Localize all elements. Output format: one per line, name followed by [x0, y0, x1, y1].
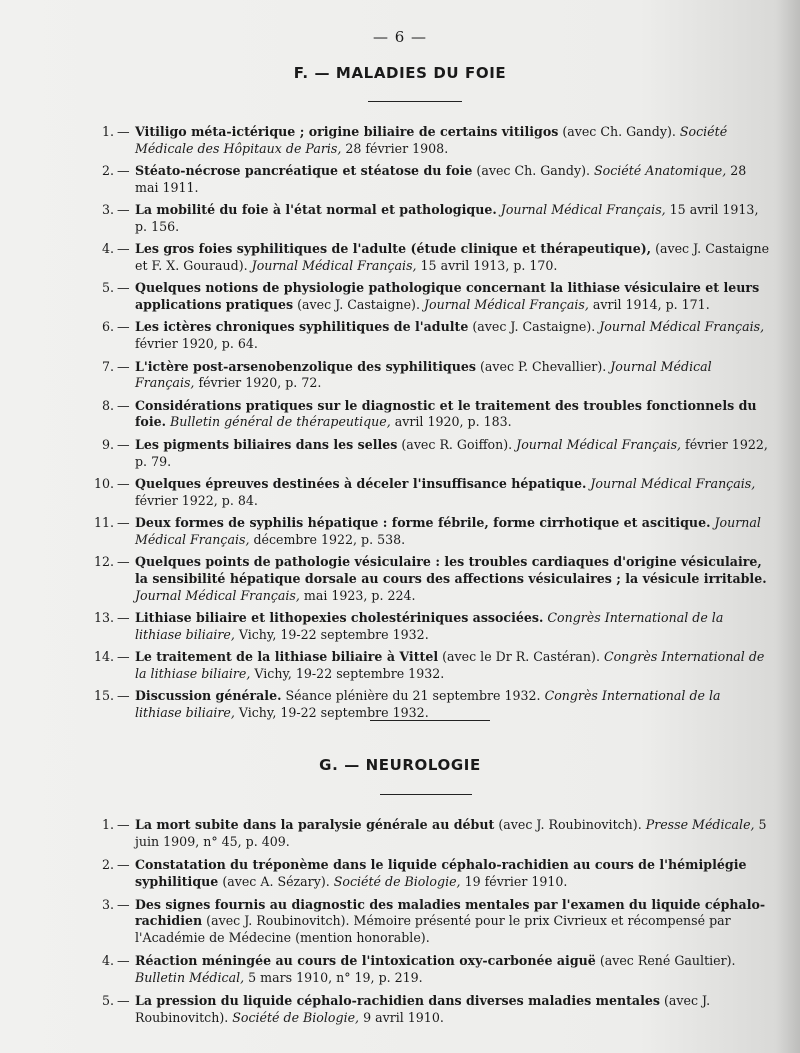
publication-entry	[80, 610, 770, 644]
entry-dash: —	[117, 649, 130, 665]
entry-number: 5.	[101, 992, 114, 1008]
entry-journal: Journal Médical Français,	[423, 297, 589, 313]
entry-dash: —	[117, 358, 130, 374]
entry-coauthors: (avec A. Sézary).	[218, 873, 334, 889]
entry-dash: —	[117, 896, 130, 912]
entry-coauthors: (avec J. Castaigne et F. X. Gouraud).	[135, 241, 770, 274]
section-divider	[370, 720, 490, 721]
entry-journal: Journal Médical Français,	[135, 587, 300, 603]
entry-date: 5 mars 1910, n° 19, p. 219.	[244, 969, 423, 985]
entry-dash: —	[117, 436, 130, 452]
entry-dash: —	[117, 609, 130, 625]
entry-title: Vitiligo méta-ictérique ; origine biliaire de certains vitiligos	[135, 124, 559, 139]
entry-journal: Journal Médical Français,	[135, 358, 712, 391]
entry-coauthors: (avec R. Goiffon).	[397, 436, 517, 452]
entry-title: Discussion générale.	[135, 688, 282, 704]
entry-title: Constatation du tréponème dans le liquide céphalo-rachidien au cours de l'hémiplégie syphilitique	[135, 856, 747, 889]
publication-entry	[80, 124, 770, 158]
entry-date: Vichy, 19-22 septembre 1932.	[250, 665, 445, 681]
entry-number: 2.	[101, 856, 114, 872]
entry-journal: Congrès International de la lithiase biliaire,	[135, 609, 724, 642]
entry-journal: Bulletin Médical,	[135, 969, 245, 985]
publication-entry	[80, 163, 770, 197]
entry-title: Les gros foies syphilitiques de l'adulte (étude clinique et thérapeutique),	[135, 241, 652, 257]
entry-coauthors: (avec René Gaultier).	[595, 953, 736, 969]
entry-dash: —	[117, 992, 130, 1008]
entry-dash: —	[117, 856, 130, 872]
entry-coauthors: (avec P. Chevallier).	[475, 358, 611, 374]
entry-number: 1.	[101, 817, 114, 832]
entry-number: 9.	[101, 436, 114, 452]
entry-dash: —	[117, 163, 130, 179]
entry-date: décembre 1922, p. 538.	[249, 531, 406, 547]
entry-title: Deux formes de syphilis hépatique : forme fébrile, forme cirrhotique et ascitique.	[135, 514, 711, 530]
entry-title: Les ictères chroniques syphilitiques de l'adulte	[135, 319, 469, 335]
entry-journal: Journal Médical Français,	[599, 319, 765, 335]
entry-dash: —	[117, 280, 130, 296]
entry-title: Lithiase biliaire et lithopexies cholestériniques associées.	[135, 609, 544, 625]
entry-journal: Société de Biologie,	[232, 1009, 360, 1025]
publication-entry	[80, 993, 770, 1027]
publication-list-neurologie	[80, 817, 770, 1033]
publication-entry	[80, 319, 770, 353]
section-title-neurologie: G. — NEUROLOGIE	[319, 756, 481, 774]
entry-date: 5 juin 1909, n° 45, p. 409.	[135, 817, 767, 849]
entry-coauthors: (avec Ch. Gandy).	[558, 124, 680, 139]
entry-title: Le traitement de la lithiase biliaire à Vittel	[135, 649, 439, 665]
entry-title: Réaction méningée au cours de l'intoxication oxy-carbonée aiguë	[135, 953, 596, 969]
entry-number: 10.	[93, 475, 114, 491]
entry-date: 28 mai 1911.	[135, 163, 747, 195]
entry-journal: Journal Médical Français,	[135, 514, 761, 547]
publication-entry	[80, 554, 770, 604]
entry-number: 3.	[101, 202, 114, 218]
entry-title: Quelques points de pathologie vésiculaire : les troubles cardiaques d'origine vésiculaire, la sensibilité hépatique dorsale au cours des affections vésiculaires ; la vésicule irritable.	[135, 554, 767, 586]
publication-entry	[80, 857, 770, 891]
entry-date: avril 1914, p. 171.	[588, 297, 710, 313]
entry-number: 13.	[93, 609, 114, 625]
entry-journal: Journal Médical Français,	[251, 258, 417, 274]
entry-date: mai 1923, p. 224.	[299, 587, 416, 603]
section-divider	[368, 101, 462, 102]
entry-number: 11.	[93, 514, 114, 530]
entry-dash: —	[117, 202, 130, 218]
publication-entry	[80, 437, 770, 471]
entry-coauthors: (avec Ch. Gandy).	[472, 163, 594, 179]
entry-date: 15 avril 1913, p. 170.	[416, 258, 558, 274]
entry-number: 14.	[93, 649, 114, 665]
publication-entry	[80, 817, 770, 851]
entry-number: 3.	[101, 896, 114, 912]
entry-journal: Société Médicale des Hôpitaux de Paris,	[135, 124, 728, 156]
entry-date: Vichy, 19-22 septembre 1932.	[234, 626, 429, 642]
entry-number: 2.	[101, 163, 114, 179]
entry-number: 8.	[101, 397, 114, 413]
entry-dash: —	[117, 124, 130, 139]
entry-journal: Congrès International de la lithiase biliaire,	[135, 649, 765, 681]
publication-entry	[80, 241, 770, 275]
entry-journal: Bulletin général de thérapeutique,	[170, 414, 391, 430]
entry-number: 1.	[101, 124, 114, 139]
entry-number: 5.	[101, 280, 114, 296]
entry-dash: —	[117, 397, 130, 413]
publication-entry	[80, 953, 770, 987]
publication-list-maladies-du-foie	[80, 124, 770, 727]
entry-number: 12.	[93, 554, 114, 570]
entry-title: L'ictère post-arsenobenzolique des syphilitiques	[135, 358, 476, 374]
entry-number: 15.	[93, 688, 114, 704]
publication-entry	[80, 202, 770, 236]
entry-coauthors: (avec J. Castaigne).	[293, 297, 424, 313]
entry-date: 9 avril 1910.	[359, 1009, 444, 1025]
entry-coauthors: (avec J. Roubinovitch).	[494, 817, 646, 832]
entry-number: 6.	[101, 319, 114, 335]
entry-number: 4.	[101, 953, 114, 969]
entry-title: La mobilité du foie à l'état normal et pathologique.	[135, 202, 497, 218]
entry-dash: —	[117, 319, 130, 335]
entry-title: Quelques notions de physiologie pathologique concernant la lithiase vésiculaire et leurs applications pratiques	[135, 280, 760, 313]
entry-dash: —	[117, 241, 130, 257]
publication-entry	[80, 688, 770, 722]
entry-number: 4.	[101, 241, 114, 257]
entry-date: février 1922, p. 84.	[135, 492, 258, 508]
entry-coauthors: (avec le Dr R. Castéran).	[438, 649, 604, 665]
entry-title: Les pigments biliaires dans les selles	[135, 436, 398, 452]
entry-coauthors: Séance plénière du 21 septembre 1932.	[281, 688, 545, 704]
publication-entry	[80, 476, 770, 510]
entry-dash: —	[117, 554, 130, 570]
entry-journal: Journal Médical Français,	[590, 475, 756, 491]
section-title-maladies-du-foie: F. — MALADIES DU FOIE	[293, 64, 507, 82]
entry-journal: Congrès International de la lithiase biliaire,	[135, 688, 721, 720]
entry-date: 19 février 1910.	[460, 873, 568, 889]
publication-entry	[80, 359, 770, 393]
entry-dash: —	[117, 514, 130, 530]
entry-number: 7.	[101, 358, 114, 374]
entry-date: 28 février 1908.	[341, 140, 449, 156]
entry-title: Des signes fournis au diagnostic des maladies mentales par l'examen du liquide céphalo-rachidien	[135, 896, 766, 929]
entry-title: La mort subite dans la paralysie générale au début	[135, 817, 495, 832]
entry-date: février 1920, p. 64.	[135, 336, 258, 352]
publication-entry	[80, 649, 770, 683]
publication-entry	[80, 280, 770, 314]
entry-title: Quelques épreuves destinées à déceler l'insuffisance hépatique.	[135, 475, 587, 491]
publication-entry	[80, 515, 770, 549]
entry-date: février 1920, p. 72.	[194, 375, 322, 391]
entry-date: Vichy, 19-22 septembre 1932.	[234, 704, 429, 720]
entry-dash: —	[117, 817, 130, 832]
entry-coauthors: (avec J. Castaigne).	[468, 319, 600, 335]
entry-dash: —	[117, 475, 130, 491]
entry-date: avril 1920, p. 183.	[390, 414, 512, 430]
entry-coauthors: (avec J. Roubinovitch). Mémoire présenté pour le prix Civrieux et récompensé par l'Académie de Médecine (mention honorable).	[135, 913, 731, 946]
entry-journal: Société Anatomique,	[593, 163, 727, 179]
section-divider	[380, 794, 472, 795]
entry-dash: —	[117, 953, 130, 969]
entry-dash: —	[117, 688, 130, 704]
publication-entry	[80, 897, 770, 947]
entry-journal: Journal Médical Français,	[500, 202, 666, 218]
publication-entry	[80, 398, 770, 432]
entry-coauthors: (avec J. Roubinovitch).	[135, 992, 711, 1025]
entry-title: Stéato-nécrose pancréatique et stéatose du foie	[135, 163, 473, 179]
entry-journal: Presse Médicale,	[645, 817, 755, 832]
entry-date: février 1922, p. 79.	[135, 436, 768, 469]
entry-date: 15 avril 1913, p. 156.	[135, 202, 759, 234]
entry-title: Considérations pratiques sur le diagnostic et le traitement des troubles fonctionnels du foie.	[135, 397, 757, 430]
entry-journal: Société de Biologie,	[333, 873, 461, 889]
page-number: — 6 —	[372, 28, 428, 46]
entry-title: La pression du liquide céphalo-rachidien dans diverses maladies mentales	[135, 992, 660, 1008]
entry-journal: Journal Médical Français,	[516, 436, 682, 452]
